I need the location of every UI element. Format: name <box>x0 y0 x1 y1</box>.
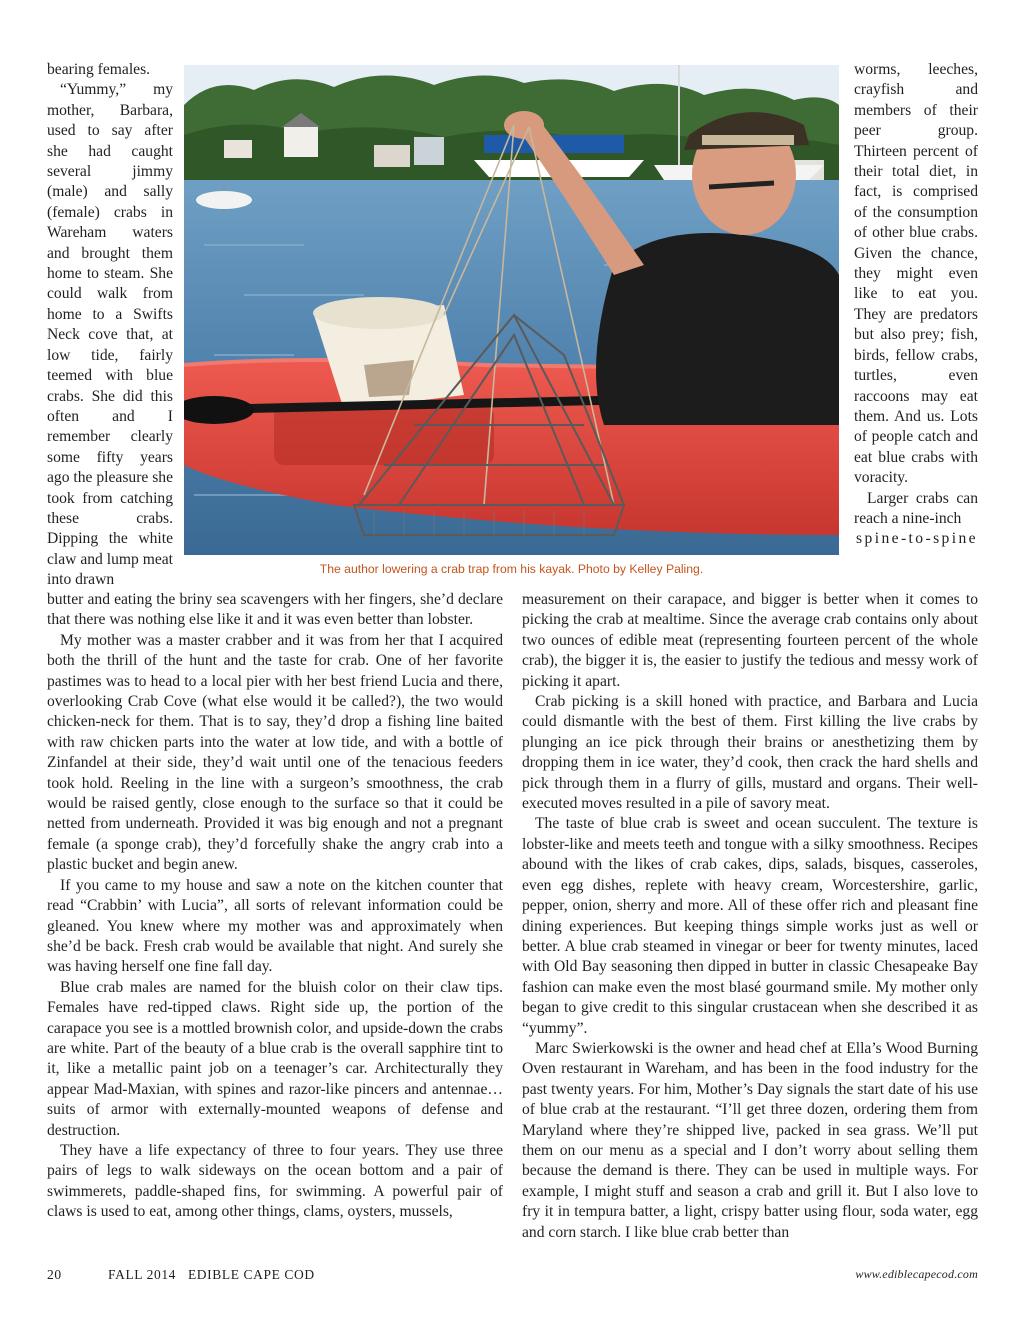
paragraph: spine-to-spine <box>856 530 978 548</box>
paragraph: worms, leeches, crayfish and members of their peer group. Thirteen percent of their total diet, in fact, is comprised of the consumption of other blue crabs. Given the chance, they might even like to eat you. They are predators but also prey; fish, birds, fellow crabs, turtles, even raccoons may eat them. And us. Lots of people catch and eat blue crabs with voracity. <box>854 61 978 487</box>
paragraph: The taste of blue crab is sweet and ocean succulent. The texture is lobster-like and meets teeth and tongue with a silky smoothness. Recipes abound with the likes of crab cakes, dips, salads, bisques, casseroles, even egg dishes, replete with heavy cream, Worcestershire, garlic, pepper, onion, sherry and more. All of these offer rich and pleasant fine dining experiences. But keeping things simple works just as well or better. A blue crab steamed in vinegar or beer for twenty minutes, laced with Old Bay seasoning then dipped in butter in classic Chesapeake Bay fashion can make even the most blasé gourmand smile. My mother only began to give credit to this singular crustacean when she described it as “yummy”. <box>522 815 978 1037</box>
paragraph: “Yummy,” my mother, Barbara, used to say after she had caught several jimmy (male) and sally (female) crabs in Wareham waters and brought them home to steam. She could walk from home to a Swifts Neck cove that, at low tide, fairly teemed with blue crabs. She did this often and I remember clearly some fifty years ago the pleasure she took from catching these crabs. Dipping the white claw and lump meat into drawn <box>47 81 174 589</box>
main-left-column <box>47 590 503 1223</box>
website-link[interactable]: www.ediblecapecod.com <box>855 1267 978 1281</box>
paragraph: Larger crabs can reach a nine-inch <box>854 489 978 527</box>
narrow-left-column <box>47 60 173 591</box>
paragraph: My mother was a master crabber and it was from her that I acquired both the thrill of the hunt and the taste for crab. One of her favorite pastimes was to head to a local pier with her best friend Lucia and there, overlooking Crab Cove (what else would it be called?), the two would chicken-neck for them. That is to say, they’d drop a fishing line baited with raw chicken parts into the water at low tide, and with a bottle of Zinfandel at their side, they’d wait until one of the tenacious feeders took hold. Reeling in the line with a surgeon’s smoothness, the crab would be raised gently, close enough to the surface so that it could be netted from underneath. Provided it was big enough and not a pregnant female (a sponge crab), they’d forcefully shake the angry crab into a plastic bucket and begin anew. <box>47 631 503 874</box>
paragraph: measurement on their carapace, and bigger is better when it comes to picking the crab at mealtime. Since the average crab contains only about two ounces of edible meat (representing fourteen percent of the whole crab), the bigger it is, the easier to justify the tedious and messy work of picking it apart. <box>522 591 978 690</box>
paragraph: Marc Swierkowski is the owner and head chef at Ella’s Wood Burning Oven restaurant in Wareham, and has been in the food industry for the past twenty years. For him, Mother’s Day signals the start date of his use of blue crab at the restaurant. “I’ll get three dozen, ordering them from Maryland where they’re shipped live, packed in sea grass. We’ll put them on our menu as a special and I don’t worry about selling them because the demand is there. They can be used in multiple ways. For example, I might stuff and season a crab and grill it. But I also love to fry it in tempura batter, a light, crispy batter using flour, soda water, egg and corn starch. I like blue crab better than <box>522 1039 978 1241</box>
photo-caption: The author lowering a crab trap from his kayak. Photo by Kelley Paling. <box>319 562 704 576</box>
main-right-column <box>522 590 978 1243</box>
paragraph: Crab picking is a skill honed with practice, and Barbara and Lucia could dismantle with the best of them. First killing the live crabs by plunging an ice pick through their brains or anesthetizing them by dropping them in ice water, they’d cook, then crack the hard shells and pick through them in a flurry of gills, mustard and organs. Their well-executed moves resulted in a pile of savory meat. <box>522 693 978 813</box>
kayak-crab-trap-photo <box>184 65 839 555</box>
paragraph: bearing females. <box>47 61 151 78</box>
narrow-right-column <box>854 60 978 550</box>
paragraph: If you came to my house and saw a note on the kitchen counter that read “Crabbin’ with Lucia”, all sorts of relevant information could be gleaned. You knew where my mother was and approximately when she’d be back. Fresh crab would be available that night. And surely she was having herself one fine fall day. <box>47 876 503 976</box>
paragraph: Blue crab males are named for the bluish color on their claw tips. Females have red-tipped claws. Right side up, the portion of the carapace you see is a mottled brownish color, and upside-down the crabs are white. Part of the beauty of a blue crab is the overall sapphire tint to it, like a metallic paint job on a teenager’s car. Architecturally they appear Mad-Maxian, with spines and razor-like pincers and antennae…suits of armor with externally-mounted weapons of defense and destruction. <box>47 978 503 1139</box>
paragraph: They have a life expectancy of three to four years. They use three pairs of legs to walk sideways on the ocean bottom and a pair of swimmerets, paddle-shaped fins, for swimming. A powerful pair of claws is used to eat, among other things, clams, oysters, mussels, <box>47 1141 503 1221</box>
paragraph: butter and eating the briny sea scavengers with her fingers, she’d declare that there was nothing else like it and it was even better than lobster. <box>47 591 503 629</box>
page-number: 20 <box>47 1267 62 1282</box>
issue-label: FALL 2014 EDIBLE CAPE COD <box>108 1267 315 1282</box>
